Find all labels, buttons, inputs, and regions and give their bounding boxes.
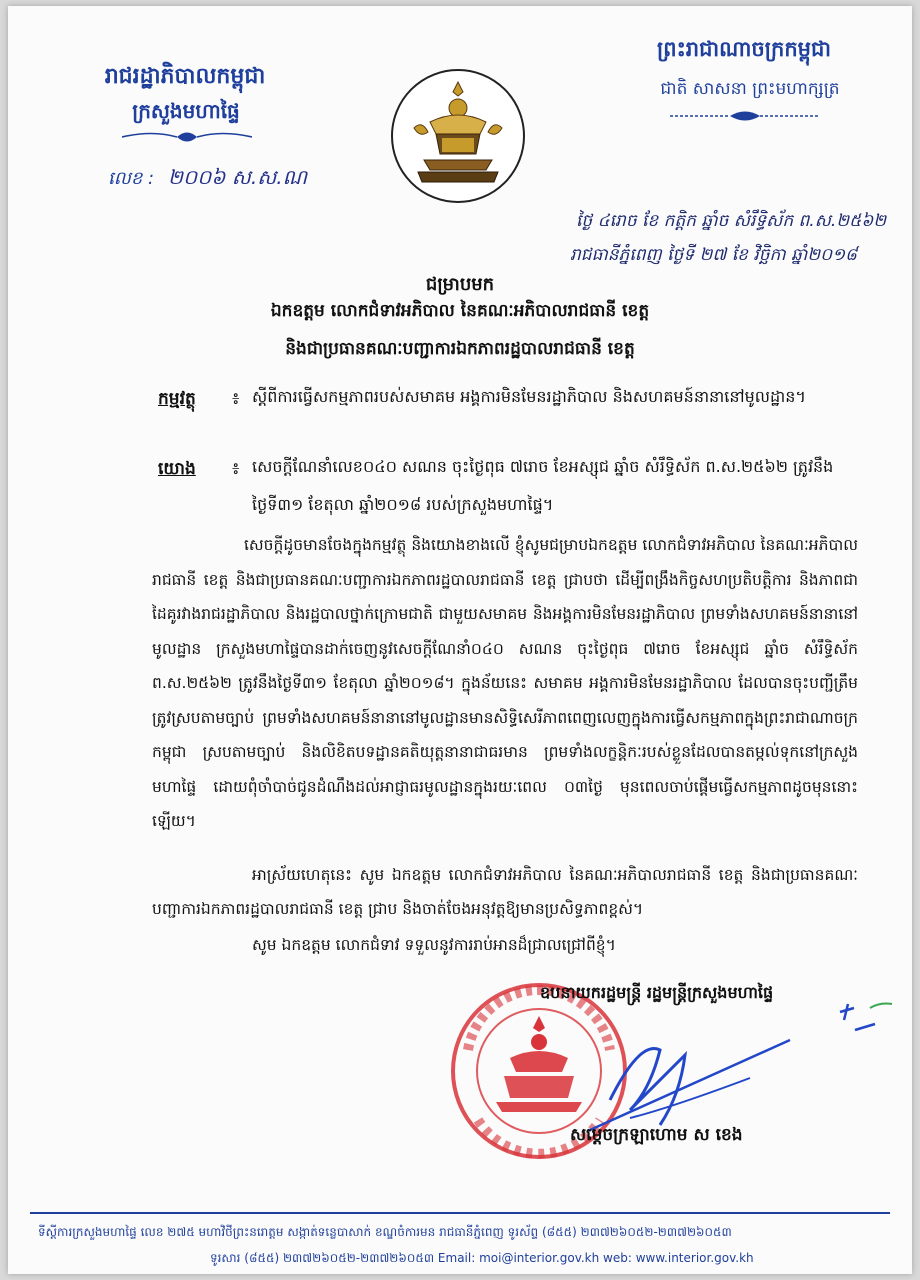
reference-number	[108, 164, 307, 194]
reference-value: ២០០៦ ស.ស.ណ	[167, 165, 308, 189]
footer-contact: ទូរសារ (៨៥៥) ២៣៧២៦០៥២-២៣៧២៦០៥៣ Email: moi@interior.gov.kh web: www.interior.gov.kh	[210, 1251, 754, 1265]
addressee-line-1: ឯកឧត្តម លោកជំទាវអភិបាល នៃគណៈអភិបាលរាជធានី ខេត្ត	[270, 301, 650, 321]
signatory-title: ឧបនាយករដ្ឋមន្ត្រី រដ្ឋមន្ត្រីក្រសួងមហាផ្ទៃ	[540, 983, 774, 1002]
ministry-heading: ក្រសួងមហាផ្ទៃ	[132, 99, 240, 123]
ornament-divider-icon	[122, 130, 252, 144]
government-heading: រាជរដ្ឋាភិបាលកម្ពុជា	[104, 64, 266, 89]
subject-text: ស្តីពីការធ្វើសកម្មភាពរបស់សមាគម អង្គការមិនមែនរដ្ឋាភិបាល និងសហគមន៍នានានៅមូលដ្ឋាន។	[252, 387, 806, 406]
reference-colon: ៖	[232, 459, 240, 479]
footer-divider	[30, 1212, 890, 1214]
body-paragraph-2: អាស្រ័យហេតុនេះ សូម ឯកឧត្តម លោកជំទាវអភិបាល នៃគណៈអភិបាលរាជធានី ខេត្ត និងជាប្រធានគណៈបញ្ជាការឯកភាពរដ្ឋបាលរាជធានី ខេត្ត ជ្រាប និងចាត់ចែងអនុវត្តឱ្យមានប្រសិទ្ធភាពខ្ពស់។	[152, 866, 858, 918]
subject-colon: ៖	[232, 389, 240, 409]
royal-emblem-icon	[390, 68, 526, 204]
reference-text: សេចក្តីណែនាំលេខ០៤០ សណន ចុះថ្ងៃពុធ ៧រោច ខែអស្សុជ ឆ្នាំច សំរឹទ្ធិស័ក ព.ស.២៥៦២ ត្រូវនឹងថ្ងៃទី៣១ ខែតុលា ឆ្នាំ២០១៨ របស់ក្រសួងមហាផ្ទៃ។	[252, 457, 834, 514]
signatory-name: សម្តេចក្រឡាហោម ស ខេង	[570, 1125, 743, 1145]
reference-label: លេខ :	[108, 168, 155, 189]
addressee-line-2: និងជាប្រធានគណៈបញ្ជាការឯកភាពរដ្ឋបាលរាជធានី ខេត្ត	[285, 339, 635, 359]
body-paragraph-1: សេចក្តីដូចមានចែងក្នុងកម្មវត្ថុ និងយោងខាងលើ ខ្ញុំសូមជម្រាបឯកឧត្តម លោកជំទាវអភិបាល នៃគណៈអភិបាលរាជធានី ខេត្ត និងជាប្រធានគណៈបញ្ជាការឯកភាពរដ្ឋបាលរាជធានី ខេត្ត ជ្រាបថា ដើម្បីពង្រឹងកិច្ចសហប្រតិបត្តិការ និងភាពជាដៃគូរវាងរាជរដ្ឋាភិបាល និងរដ្ឋបាលថ្នាក់ក្រោមជាតិ ជាមួយសមាគម និងអង្គការមិនមែនរដ្ឋាភិបាល ព្រមទាំងសហគមន៍នានានៅមូលដ្ឋាន ក្រសួងមហាផ្ទៃបានដាក់ចេញនូវសេចក្តីណែនាំ០៤០ សណន ចុះថ្ងៃពុធ ៧រោច ខែអស្សុជ ឆ្នាំច សំរឹទ្ធិស័ក ព.ស.២៥៦២ ត្រូវនឹងថ្ងៃទី៣១ ខែតុលា ឆ្នាំ២០១៨។ ក្នុងន័យនេះ សមាគម អង្គការមិនមែនរដ្ឋាភិបាល ដែលបានចុះបញ្ជីត្រឹមត្រូវស្របតាមច្បាប់ ព្រមទាំងសហគមន៍នានានៅមូលដ្ឋានមានសិទ្ធិសេរីភាពពេញលេញក្នុងការធ្វើសកម្មភាពក្នុងព្រះរាជាណាចក្រកម្ពុជា ស្របតាមច្បាប់ និងលិខិតបទដ្ឋានគតិយុត្តនានាជាធរមាន ព្រមទាំងលក្ខន្តិកៈរបស់ខ្លួនដែលបានតម្កល់ទុកនៅក្រសួងមហាផ្ទៃ ដោយពុំចាំបាច់ជូនដំណឹងដល់អាជ្ញាធរមូលដ្ឋានក្នុងរយៈពេល ០៣ថ្ងៃ មុនពេលចាប់ផ្តើមធ្វើសកម្មភាពដូចមុននោះឡើយ។	[152, 536, 858, 830]
lunar-date: ថ្ងៃ ៤រោច ខែ កត្តិក ឆ្នាំច សំរឹទ្ធិស័ក ព.ស.២៥៦២	[576, 211, 887, 231]
reference-heading: យោង	[158, 459, 196, 479]
solar-date: រាជធានីភ្នំពេញ ថ្ងៃទី ២៧ ខែ វិច្ឆិកា ឆ្នាំ២០១៨	[570, 245, 858, 265]
body-paragraph-3: សូម ឯកឧត្តម លោកជំទាវ ទទួលនូវការរាប់អានដ៏ជ្រាលជ្រៅពីខ្ញុំ។	[252, 936, 616, 954]
footer-address: ទីស្តីការក្រសួងមហាផ្ទៃ លេខ ២៧៥ មហាវិថីព្រះនរោត្តម សង្កាត់ទន្លេបាសាក់ ខណ្ឌចំការមន រាជធានីភ្នំពេញ ទូរស័ព្ទ (៨៥៥) ២៣៧២៦០៥២-២៣៧២៦០៥៣	[38, 1225, 732, 1239]
subject-label: កម្មវត្ថុ	[158, 389, 196, 409]
motto-heading: ជាតិ សាសនា ព្រះមហាក្សត្រ	[660, 79, 840, 99]
kingdom-heading: ព្រះរាជាណាចក្រកម្ពុជា	[656, 37, 831, 61]
ornament-divider-icon	[670, 110, 820, 122]
addressee-title: ជម្រាបមក	[425, 274, 495, 295]
